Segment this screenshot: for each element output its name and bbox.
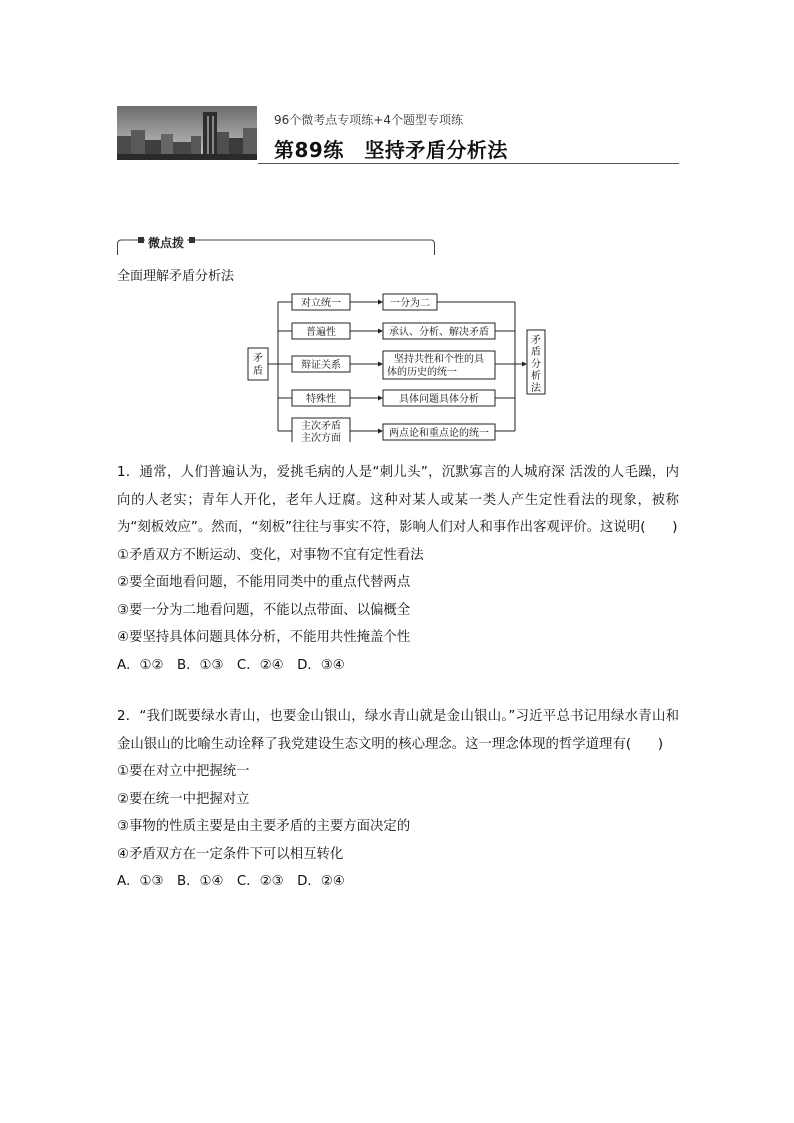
- question-option: ②要在统一中把握对立: [117, 791, 250, 807]
- diagram-right-text: 承认、分析、解决矛盾: [389, 327, 489, 338]
- diagram-middle-text: 特殊性: [306, 394, 336, 405]
- diagram-root-char-1: 矛: [253, 353, 263, 364]
- question-option: ②要全面地看问题，不能用同类中的重点代替两点: [117, 575, 411, 590]
- series-subtitle: 96个微考点专项练+4个题型专项练: [274, 113, 463, 127]
- question-option: ④要坚持具体问题具体分析，不能用共性掩盖个性: [117, 630, 411, 645]
- question-text: 通常，人们普遍认为，爱挑毛病的人是“刺儿头”，沉默寡言的人城府深 活泼的人毛躁，内向的人老实；青年人开化，老年人迂腐。这种对某人或某一类人产生定性看法的现象，被称为“刻板效应”。然而，“刻板”往往与事实不符，影响人们对人和事作出客观评价。这说明( ): [117, 465, 679, 535]
- question-option: ①矛盾双方不断运动、变化，对事物不宜有定性看法: [117, 547, 424, 563]
- diagram-middle-text: 主次矛盾: [301, 421, 341, 432]
- diagram-result-char: 法: [531, 383, 541, 394]
- page-title: 第89练 坚持矛盾分析法: [274, 138, 508, 162]
- diagram-result-text: [531, 334, 542, 394]
- section-heading: 全面理解矛盾分析法: [117, 269, 235, 284]
- question-option: ③要一分为二地看问题，不能以点带面、以偏概全: [117, 602, 411, 618]
- diagram-right-text: 两点论和重点论的统一: [389, 428, 489, 439]
- question-option: ③事物的性质主要是由主要矛盾的主要方面决定的: [117, 819, 411, 834]
- header-city-photo: [117, 106, 257, 160]
- diagram-result-char: 析: [531, 371, 541, 382]
- diagram-root-char-2: 盾: [253, 366, 263, 377]
- question-number: 1．: [117, 465, 140, 480]
- diagram-middle-text: 辩证关系: [301, 360, 341, 371]
- answer-choices: A．①② B．①③ C．②④ D．③④: [117, 657, 345, 673]
- question-number: 2．: [117, 709, 140, 724]
- question-text: “我们既要绿水青山，也要金山银山，绿水青山就是金山银山。”习近平总书记用绿水青山和金山银山的比喻生动诠释了我党建设生态文明的核心理念。这一理念体现的哲学道理有( ): [117, 709, 679, 752]
- question-option: ④矛盾双方在一定条件下可以相互转化: [117, 846, 344, 862]
- header-divider: [258, 163, 679, 164]
- question-stem: [117, 459, 679, 542]
- diagram-middle-text: 主次方面: [301, 433, 341, 442]
- diagram-result-char: 分: [531, 359, 541, 370]
- tip-label: 微点拨: [145, 234, 187, 251]
- diagram-result-char: 矛: [531, 335, 541, 346]
- contradiction-analysis-diagram: [245, 290, 555, 442]
- question-stem: [117, 703, 679, 758]
- question-1: [117, 459, 679, 679]
- answer-choices: A．①③ B．①④ C．②③ D．②④: [117, 874, 345, 889]
- diagram-middle-text: 普遍性: [306, 327, 336, 338]
- diagram-right-text: 一分为二: [390, 298, 430, 309]
- diagram-right-text: 具体问题具体分析: [399, 394, 479, 405]
- question-option: ①要在对立中把握统一: [117, 764, 250, 779]
- diagram-right-text: 体的历史的统一: [387, 367, 457, 378]
- diagram-right-text: 坚持共性和个性的具: [394, 354, 484, 365]
- diagram-middle-text: 对立统一: [301, 298, 341, 309]
- diagram-result-char: 盾: [531, 347, 541, 358]
- question-2: [117, 703, 679, 896]
